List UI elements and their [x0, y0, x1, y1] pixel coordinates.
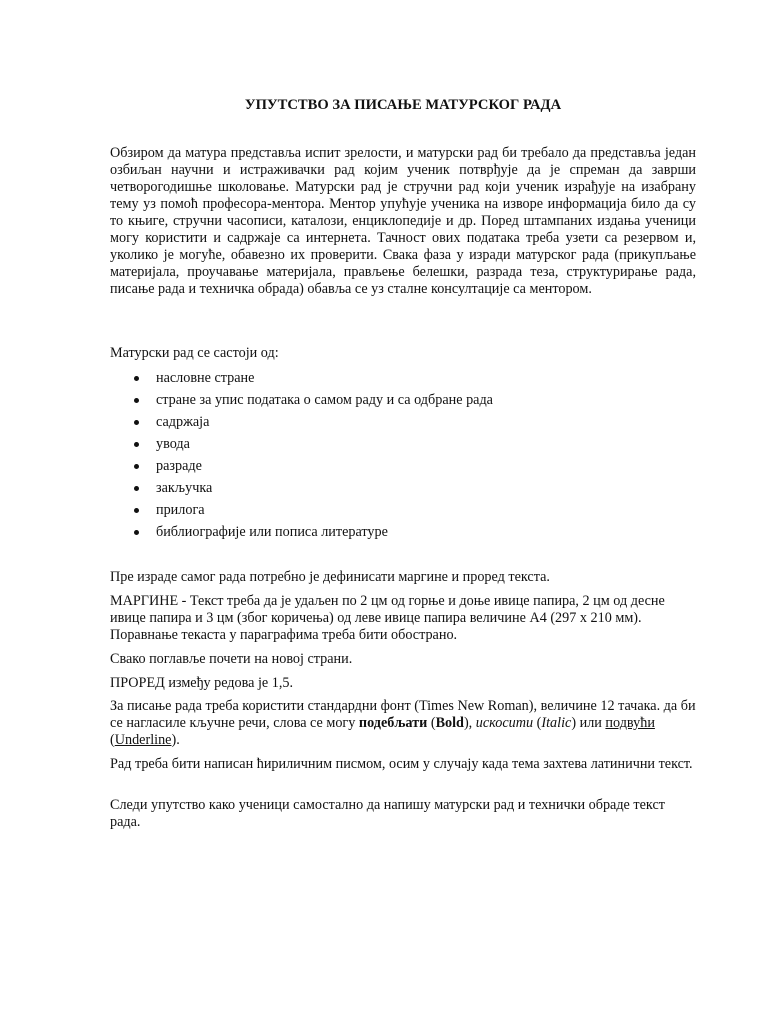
underline-english-word: Underline [114, 732, 172, 748]
font-text-mid4: ) или [571, 715, 606, 731]
before-writing-paragraph: Пре израде самог рада потребно је дефинисати маргине и проред текста. [110, 569, 550, 585]
closing-paragraph: Следи упутство како ученици самостално да напишу матурски рад и технички обраде текст рада. [110, 797, 665, 830]
list-item: садржаја [110, 412, 493, 434]
font-text-mid3: ( [533, 715, 542, 731]
bold-word: подебљати [358, 715, 428, 731]
font-text-mid1: ( [427, 715, 436, 731]
margins-paragraph: МАРГИНЕ - Текст треба да је удаљен по 2 цм од горње и доње ивице папира, 2 цм од десне ивице папира и 3 цм (због коричења) од леве ивице папира величине А4 (297 х 210 мм). Поравнање текаста у параграфима треба бити обострано. [110, 593, 665, 643]
list-item: прилога [110, 500, 493, 522]
list-item: библиографије или пописа литературе [110, 522, 493, 544]
font-text-mid2: ), [463, 715, 476, 731]
parts-list [110, 368, 493, 544]
document-title: УПУТСТВО ЗА ПИСАЊЕ МАТУРСКОГ РАДА [244, 97, 562, 113]
parts-heading: Матурски рад се састоји од: [110, 345, 279, 361]
font-paragraph [110, 698, 696, 749]
underline-word: подвући [605, 715, 655, 731]
list-item: насловне стране [110, 368, 493, 390]
font-text-pre: За писање рада треба користити стандардни фонт (Times New Roman), величине 12 тачака. да би се нагласиле кључне речи, слова се могу [110, 698, 696, 731]
font-text-mid5: ( [110, 732, 115, 748]
italic-english-word: Italic [541, 715, 572, 731]
list-item: стране за упис података о самом раду и са одбране рада [110, 390, 493, 412]
italic-word: искосити [475, 715, 534, 731]
list-item: увода [110, 434, 493, 456]
bold-english-word: Bold [435, 715, 464, 731]
list-item: разраде [110, 456, 493, 478]
script-paragraph: Рад треба бити написан ћириличним писмом, осим у случају када тема захтева латинични текст. [110, 756, 693, 772]
list-item: закључка [110, 478, 493, 500]
chapter-paragraph: Свако поглавље почети на новој страни. [110, 651, 353, 667]
font-text-end: ). [171, 732, 180, 748]
intro-paragraph: Обзиром да матура представља испит зрелости, и матурски рад би требало да представља један озбиљан научни и истраживачки рад којим ученик потврђује да је спреман да заврши четворогодишње школовање. Матурски рад је стручни рад који ученик израђује на изабрану тему уз помоћ професора-ментора. Ментор упућује ученика на изворе информација било да су то књиге, стручни часописи, каталози, енциклопедије и др. Поред штампаних издања ученици могу користити и садржаје са интернета. Тачност ових података треба узети са резервом и, уколико је могуће, обавезно их проверити. Свака фаза у изради матурског рада (прикупљање материјала, проучавање материјала, прављење белешки, разрада теза, структурирање рада, писање рада и техничка обрада) обавља се уз сталне консултације са ментором. [110, 145, 696, 297]
spacing-paragraph: ПРОРЕД између редова је 1,5. [110, 675, 294, 691]
